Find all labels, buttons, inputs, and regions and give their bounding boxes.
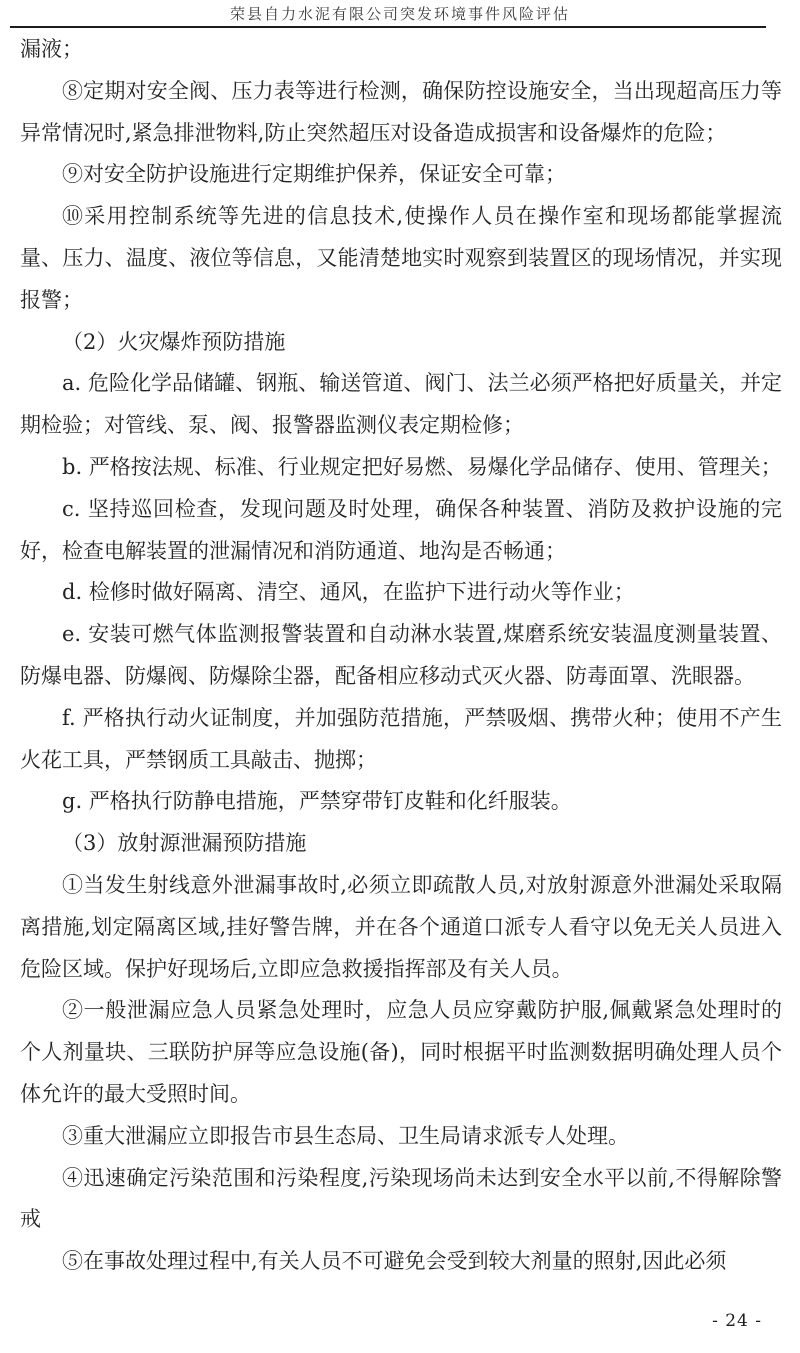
paragraph: ②一般泄漏应急人员紧急处理时，应急人员应穿戴防护服,佩戴紧急处理时的个人剂量块、三联防护屏等应急设施(备)，同时根据平时监测数据明确处理人员个体允许的最大受照时间。 <box>20 998 782 1106</box>
page-number: - 24 - <box>712 1311 762 1331</box>
paragraph: ④迅速确定污染范围和污染程度,污染现场尚未达到安全水平以前,不得解除警戒 <box>20 1165 782 1232</box>
section-heading: （2）火灾爆炸预防措施 <box>62 329 286 354</box>
document-body <box>0 28 800 1283</box>
paragraph: ①当发生射线意外泄漏事故时,必须立即疏散人员,对放射源意外泄漏处采取隔离措施,划定隔离区域,挂好警告牌，并在各个通道口派专人看守以免无关人员进入危险区域。保护好现场后,立即应急救援指挥部及有关人员。 <box>20 872 782 981</box>
section-heading: （3）放射源泄漏预防措施 <box>62 831 307 856</box>
paragraph: ⑤在事故处理过程中,有关人员不可避免会受到较大剂量的照射,因此必须 <box>62 1249 727 1274</box>
paragraph: a. 危险化学品储罐、钢瓶、输送管道、阀门、法兰必须严格把好质量关，并定期检验；对管线、泵、阀、报警器监测仪表定期检修； <box>20 371 782 438</box>
paragraph: ⑨对安全防护设施进行定期维护保养，保证安全可靠； <box>62 162 566 187</box>
paragraph: f. 严格执行动火证制度，并加强防范措施，严禁吸烟、携带火种；使用不产生火花工具，严禁钢质工具敲击、抛掷； <box>20 705 782 772</box>
paragraph: 漏液； <box>20 37 83 61</box>
paragraph: ⑩采用控制系统等先进的信息技术,使操作人员在操作室和现场都能掌握流量、压力、温度、液位等信息，又能清楚地实时观察到装置区的现场情况，并实现报警； <box>20 204 782 312</box>
paragraph: g. 严格执行防静电措施，严禁穿带钉皮鞋和化纤服装。 <box>62 789 572 814</box>
page-header-area <box>0 0 800 28</box>
paragraph: ③重大泄漏应立即报告市县生态局、卫生局请求派专人处理。 <box>62 1123 629 1148</box>
paragraph: c. 坚持巡回检查，发现问题及时处理，确保各种装置、消防及救护设施的完好，检查电解装置的泄漏情况和消防通道、地沟是否畅通； <box>20 496 782 563</box>
paragraph: e. 安装可燃气体监测报警装置和自动淋水装置,煤磨系统安装温度测量装置、防爆电器、防爆阀、防爆除尘器，配备相应移动式灭火器、防毒面罩、洗眼器。 <box>20 622 782 688</box>
paragraph: b. 严格按法规、标准、行业规定把好易燃、易爆化学品储存、使用、管理关； <box>62 454 782 479</box>
paragraph: d. 检修时做好隔离、清空、通风，在监护下进行动火等作业； <box>62 580 635 605</box>
header-title: 荣县自力水泥有限公司突发环境事件风险评估 <box>229 5 570 23</box>
paragraph: ⑧定期对安全阀、压力表等进行检测，确保防控设施安全，当出现超高压力等异常情况时,紧急排泄物料,防止突然超压对设备造成损害和设备爆炸的危险； <box>20 78 782 145</box>
